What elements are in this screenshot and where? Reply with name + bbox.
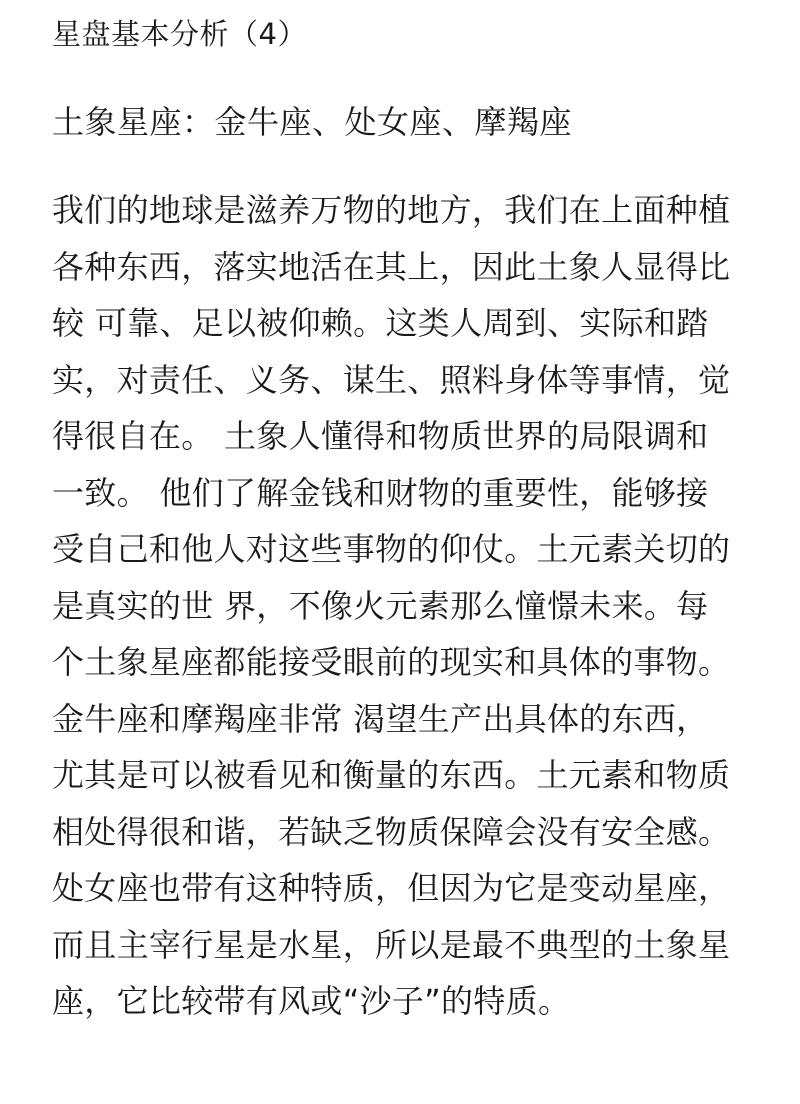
body-line: 个土象星座都能接受眼前的现实和具体的事物。 xyxy=(52,643,731,681)
body-line: 相处得很和谐，若缺乏物质保障会没有安全感。 xyxy=(52,812,731,851)
body-line: 座，它比较带有风或“沙子”的特质。 xyxy=(52,982,571,1020)
body-line: 得很自在。 土象人懂得和物质世界的局限调和 xyxy=(52,417,709,455)
body-line: 各种东西，落实地活在其上，因此土象人显得比 xyxy=(52,247,731,286)
body-line: 尤其是可以被看见和衡量的东西。土元素和物质 xyxy=(52,756,731,794)
body-line: 较 可靠、足以被仰赖。这类人周到、实际和踏 xyxy=(52,304,709,342)
body-line: 受自己和他人对这些事物的仰仗。土元素关切的 xyxy=(52,530,731,568)
document-title: 星盘基本分析（4） xyxy=(52,17,307,51)
document-subtitle: 土象星座：金牛座、处女座、摩羯座 xyxy=(52,103,573,141)
body-line: 实，对责任、义务、谋生、照料身体等事情，觉 xyxy=(52,360,731,399)
body-line: 我们的地球是滋养万物的地方，我们在上面种植 xyxy=(52,191,731,229)
body-line: 一致。 他们了解金钱和财物的重要性，能够接 xyxy=(52,473,709,512)
body-line: 而且主宰行星是水星，所以是最不典型的土象星 xyxy=(52,925,731,964)
body-line: 金牛座和摩羯座非常 渴望生产出具体的东西， xyxy=(52,699,709,738)
body-paragraph xyxy=(52,182,772,1030)
body-line: 是真实的世 界，不像火元素那么憧憬未来。每 xyxy=(52,586,709,625)
body-line: 处女座也带有这种特质，但因为它是变动星座， xyxy=(52,869,731,907)
